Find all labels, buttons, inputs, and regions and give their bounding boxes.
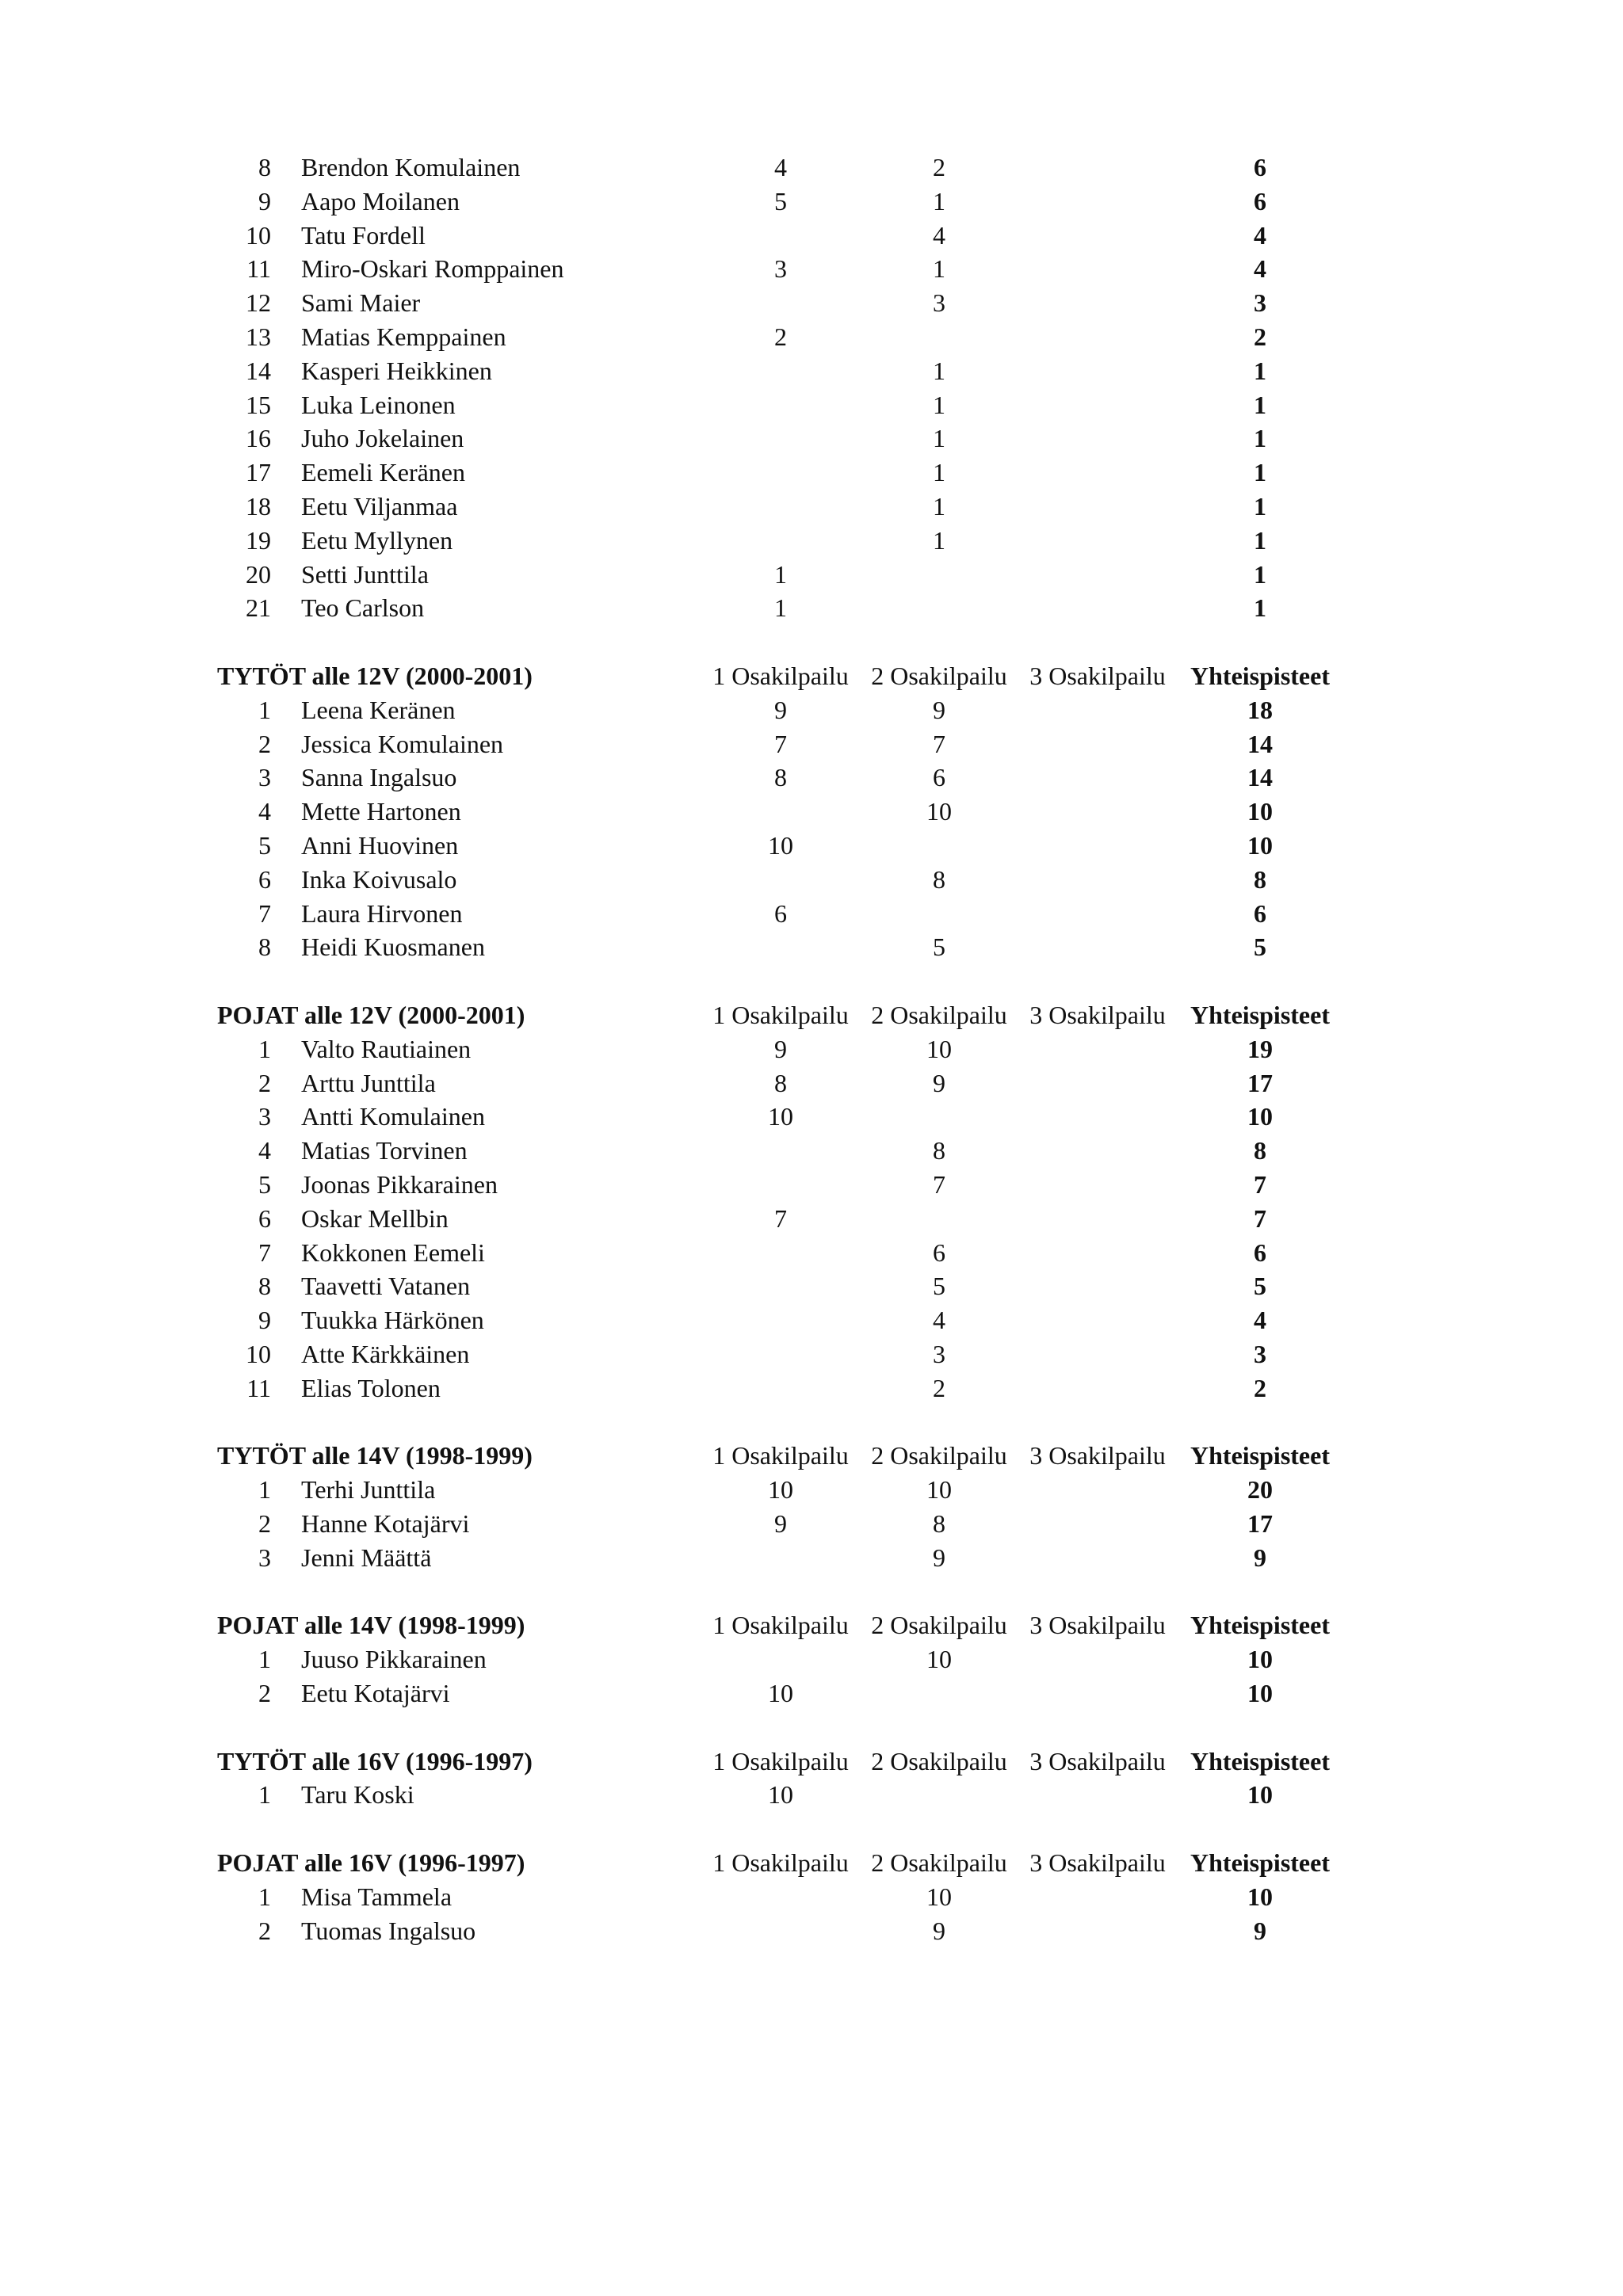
total-points-cell: 6 [1254, 153, 1266, 181]
rank-cell: 14 [246, 356, 271, 385]
points-competition-2-cell: 7 [933, 1170, 945, 1199]
athlete-name-cell: Atte Kärkkäinen [301, 1340, 470, 1368]
rank-cell: 2 [258, 1679, 271, 1707]
total-points-cell: 10 [1247, 1882, 1273, 1911]
rank-cell: 2 [258, 1916, 271, 1945]
total-points-cell: 1 [1254, 593, 1266, 623]
points-competition-1-cell: 10 [768, 1679, 793, 1707]
athlete-name-cell: Tuomas Ingalsuo [301, 1916, 476, 1945]
total-points-cell: 5 [1254, 933, 1266, 962]
result-row [0, 693, 1623, 727]
section-header-row [0, 998, 1623, 1032]
points-competition-2-cell: 6 [933, 763, 945, 792]
rank-cell: 1 [258, 695, 271, 724]
rank-cell: 21 [246, 593, 271, 623]
points-competition-2-cell: 2 [933, 153, 945, 181]
result-row [0, 1473, 1623, 1507]
rank-cell: 1 [258, 1882, 271, 1911]
total-points-cell: 10 [1247, 1780, 1273, 1810]
points-competition-2-cell: 9 [933, 695, 945, 724]
total-points-cell: 2 [1254, 322, 1266, 351]
athlete-name-cell: Kokkonen Eemeli [301, 1238, 485, 1267]
rank-cell: 8 [258, 933, 271, 962]
result-row [0, 1236, 1623, 1270]
total-points-cell: 1 [1254, 525, 1266, 555]
athlete-name-cell: Anni Huovinen [301, 831, 459, 860]
points-competition-2-cell: 5 [933, 1272, 945, 1301]
rank-cell: 3 [258, 1543, 271, 1572]
total-points-cell: 1 [1254, 458, 1266, 487]
column-header-total: Yhteispisteet [1190, 1441, 1330, 1470]
section-title: POJAT alle 14V (1998-1999) [217, 1611, 525, 1640]
athlete-name-cell: Kasperi Heikkinen [301, 356, 492, 385]
column-header-competition-2: 2 Osakilpailu [871, 1611, 1007, 1640]
athlete-name-cell: Aapo Moilanen [301, 186, 460, 215]
rank-cell: 6 [258, 1203, 271, 1233]
athlete-name-cell: Taavetti Vatanen [301, 1272, 471, 1301]
result-row [0, 1642, 1623, 1676]
result-row [0, 1032, 1623, 1066]
result-row [0, 1880, 1623, 1914]
rank-cell: 11 [246, 1373, 271, 1402]
column-header-competition-1: 1 Osakilpailu [712, 662, 849, 690]
total-points-cell: 17 [1247, 1068, 1273, 1097]
total-points-cell: 1 [1254, 390, 1266, 419]
athlete-name-cell: Eetu Kotajärvi [301, 1679, 450, 1707]
total-points-cell: 6 [1254, 1238, 1266, 1267]
points-competition-1-cell: 3 [774, 254, 787, 284]
points-competition-1-cell: 6 [774, 898, 787, 928]
athlete-name-cell: Luka Leinonen [301, 390, 456, 419]
points-competition-1-cell: 10 [768, 1780, 793, 1810]
rank-cell: 9 [258, 186, 271, 215]
result-row [0, 1168, 1623, 1202]
points-competition-2-cell: 9 [933, 1068, 945, 1097]
total-points-cell: 14 [1247, 763, 1273, 792]
athlete-name-cell: Tuukka Härkönen [301, 1306, 484, 1335]
athlete-name-cell: Sanna Ingalsuo [301, 763, 457, 792]
points-competition-1-cell: 4 [774, 153, 787, 181]
athlete-name-cell: Mette Hartonen [301, 797, 461, 826]
result-row [0, 1202, 1623, 1236]
points-competition-1-cell: 9 [774, 695, 787, 724]
result-row [0, 897, 1623, 931]
result-row [0, 1914, 1623, 1948]
total-points-cell: 18 [1247, 695, 1273, 724]
points-competition-1-cell: 1 [774, 559, 787, 589]
result-row [0, 151, 1623, 185]
points-competition-2-cell: 10 [926, 797, 952, 826]
total-points-cell: 1 [1254, 559, 1266, 589]
points-competition-2-cell: 10 [926, 1882, 952, 1911]
athlete-name-cell: Eemeli Keränen [301, 458, 465, 487]
points-competition-2-cell: 1 [933, 424, 945, 453]
total-points-cell: 7 [1254, 1170, 1266, 1199]
athlete-name-cell: Taru Koski [301, 1780, 414, 1810]
points-competition-2-cell: 4 [933, 220, 945, 250]
rank-cell: 1 [258, 1475, 271, 1505]
athlete-name-cell: Eetu Myllynen [301, 525, 453, 555]
result-row [0, 930, 1623, 964]
rank-cell: 2 [258, 1509, 271, 1538]
athlete-name-cell: Heidi Kuosmanen [301, 933, 485, 962]
result-row [0, 558, 1623, 592]
rank-cell: 7 [258, 1238, 271, 1267]
athlete-name-cell: Oskar Mellbin [301, 1203, 449, 1233]
total-points-cell: 6 [1254, 186, 1266, 215]
result-row [0, 1778, 1623, 1812]
result-row [0, 761, 1623, 795]
result-row [0, 490, 1623, 524]
points-competition-1-cell: 10 [768, 1475, 793, 1505]
athlete-name-cell: Antti Komulainen [301, 1102, 485, 1131]
points-competition-2-cell: 3 [933, 288, 945, 318]
total-points-cell: 3 [1254, 288, 1266, 318]
total-points-cell: 10 [1247, 1645, 1273, 1674]
points-competition-1-cell: 8 [774, 1068, 787, 1097]
result-row [0, 1134, 1623, 1168]
rank-cell: 8 [258, 153, 271, 181]
column-header-total: Yhteispisteet [1190, 662, 1330, 690]
athlete-name-cell: Jessica Komulainen [301, 729, 504, 758]
rank-cell: 6 [258, 864, 271, 894]
points-competition-1-cell: 5 [774, 186, 787, 215]
total-points-cell: 4 [1254, 254, 1266, 284]
athlete-name-cell: Eetu Viljanmaa [301, 492, 458, 521]
rank-cell: 16 [246, 424, 271, 453]
rank-cell: 13 [246, 322, 271, 351]
athlete-name-cell: Joonas Pikkarainen [301, 1170, 498, 1199]
section-title: TYTÖT alle 14V (1998-1999) [217, 1441, 533, 1470]
athlete-name-cell: Teo Carlson [301, 593, 425, 623]
rank-cell: 11 [246, 254, 271, 284]
column-header-total: Yhteispisteet [1190, 1746, 1330, 1775]
total-points-cell: 6 [1254, 898, 1266, 928]
result-row [0, 524, 1623, 558]
points-competition-2-cell: 1 [933, 390, 945, 419]
rank-cell: 15 [246, 390, 271, 419]
rank-cell: 5 [258, 831, 271, 860]
result-row [0, 1269, 1623, 1303]
column-header-competition-1: 1 Osakilpailu [712, 1441, 849, 1470]
column-header-competition-3: 3 Osakilpailu [1029, 1848, 1166, 1877]
athlete-name-cell: Terhi Junttila [301, 1475, 436, 1505]
result-row [0, 1541, 1623, 1575]
points-competition-1-cell: 10 [768, 831, 793, 860]
athlete-name-cell: Jenni Määttä [301, 1543, 432, 1572]
rank-cell: 18 [246, 492, 271, 521]
column-header-competition-2: 2 Osakilpailu [871, 1441, 1007, 1470]
athlete-name-cell: Matias Torvinen [301, 1136, 468, 1165]
column-header-total: Yhteispisteet [1190, 1848, 1330, 1877]
rank-cell: 1 [258, 1645, 271, 1674]
rank-cell: 5 [258, 1170, 271, 1199]
result-row [0, 1066, 1623, 1100]
points-competition-2-cell: 10 [926, 1475, 952, 1505]
result-row [0, 252, 1623, 286]
column-header-competition-1: 1 Osakilpailu [712, 1848, 849, 1877]
points-competition-2-cell: 2 [933, 1373, 945, 1402]
column-header-competition-2: 2 Osakilpailu [871, 662, 1007, 690]
points-competition-1-cell: 1 [774, 593, 787, 623]
column-header-competition-1: 1 Osakilpailu [712, 1611, 849, 1640]
total-points-cell: 10 [1247, 1102, 1273, 1131]
result-row [0, 354, 1623, 388]
column-header-competition-1: 1 Osakilpailu [712, 1001, 849, 1029]
result-row [0, 1100, 1623, 1134]
result-row [0, 1676, 1623, 1711]
athlete-name-cell: Setti Junttila [301, 559, 429, 589]
points-competition-2-cell: 9 [933, 1543, 945, 1572]
points-competition-2-cell: 8 [933, 1509, 945, 1538]
total-points-cell: 17 [1247, 1509, 1273, 1538]
column-header-competition-2: 2 Osakilpailu [871, 1746, 1007, 1775]
result-row [0, 1337, 1623, 1371]
column-header-total: Yhteispisteet [1190, 1611, 1330, 1640]
total-points-cell: 5 [1254, 1272, 1266, 1301]
total-points-cell: 2 [1254, 1373, 1266, 1402]
section-title: TYTÖT alle 16V (1996-1997) [217, 1746, 533, 1775]
result-row [0, 219, 1623, 253]
athlete-name-cell: Valto Rautiainen [301, 1034, 472, 1063]
points-competition-2-cell: 1 [933, 254, 945, 284]
total-points-cell: 10 [1247, 831, 1273, 860]
total-points-cell: 4 [1254, 1306, 1266, 1335]
total-points-cell: 14 [1247, 729, 1273, 758]
rank-cell: 20 [246, 559, 271, 589]
points-competition-2-cell: 8 [933, 864, 945, 894]
athlete-name-cell: Elias Tolonen [301, 1373, 441, 1402]
result-row [0, 795, 1623, 829]
athlete-name-cell: Hanne Kotajärvi [301, 1509, 470, 1538]
column-header-competition-3: 3 Osakilpailu [1029, 1001, 1166, 1029]
athlete-name-cell: Juho Jokelainen [301, 424, 464, 453]
athlete-name-cell: Arttu Junttila [301, 1068, 436, 1097]
rank-cell: 7 [258, 898, 271, 928]
result-row [0, 185, 1623, 219]
column-header-competition-2: 2 Osakilpailu [871, 1001, 1007, 1029]
rank-cell: 17 [246, 458, 271, 487]
rank-cell: 3 [258, 763, 271, 792]
total-points-cell: 7 [1254, 1203, 1266, 1233]
athlete-name-cell: Matias Kemppainen [301, 322, 506, 351]
section-header-row [0, 659, 1623, 693]
result-row [0, 1303, 1623, 1337]
points-competition-2-cell: 6 [933, 1238, 945, 1267]
total-points-cell: 9 [1254, 1543, 1266, 1572]
athlete-name-cell: Sami Maier [301, 288, 421, 318]
athlete-name-cell: Misa Tammela [301, 1882, 453, 1911]
points-competition-2-cell: 1 [933, 186, 945, 215]
total-points-cell: 4 [1254, 220, 1266, 250]
points-competition-1-cell: 9 [774, 1034, 787, 1063]
section-header-row [0, 1745, 1623, 1779]
rank-cell: 12 [246, 288, 271, 318]
rank-cell: 2 [258, 729, 271, 758]
section-header-row [0, 1846, 1623, 1880]
section-header-row [0, 1608, 1623, 1642]
column-header-competition-3: 3 Osakilpailu [1029, 1611, 1166, 1640]
rank-cell: 1 [258, 1034, 271, 1063]
points-competition-1-cell: 8 [774, 763, 787, 792]
result-row [0, 320, 1623, 354]
column-header-competition-3: 3 Osakilpailu [1029, 662, 1166, 690]
total-points-cell: 1 [1254, 424, 1266, 453]
total-points-cell: 19 [1247, 1034, 1273, 1063]
column-header-competition-1: 1 Osakilpailu [712, 1746, 849, 1775]
points-competition-2-cell: 9 [933, 1916, 945, 1945]
athlete-name-cell: Juuso Pikkarainen [301, 1645, 487, 1674]
points-competition-1-cell: 7 [774, 1203, 787, 1233]
column-header-total: Yhteispisteet [1190, 1001, 1330, 1029]
points-competition-1-cell: 2 [774, 322, 787, 351]
points-competition-1-cell: 7 [774, 729, 787, 758]
points-competition-2-cell: 1 [933, 525, 945, 555]
total-points-cell: 9 [1254, 1916, 1266, 1945]
points-competition-2-cell: 1 [933, 458, 945, 487]
result-row [0, 591, 1623, 625]
column-header-competition-2: 2 Osakilpailu [871, 1848, 1007, 1877]
result-row [0, 388, 1623, 422]
rank-cell: 10 [246, 220, 271, 250]
result-row [0, 456, 1623, 490]
rank-cell: 4 [258, 797, 271, 826]
section-title: POJAT alle 16V (1996-1997) [217, 1848, 525, 1877]
points-competition-1-cell: 9 [774, 1509, 787, 1538]
total-points-cell: 8 [1254, 1136, 1266, 1165]
result-row [0, 421, 1623, 456]
section-header-row [0, 1439, 1623, 1473]
athlete-name-cell: Miro-Oskari Romppainen [301, 254, 564, 284]
rank-cell: 2 [258, 1068, 271, 1097]
points-competition-2-cell: 1 [933, 492, 945, 521]
section-title: TYTÖT alle 12V (2000-2001) [217, 662, 533, 690]
athlete-name-cell: Tatu Fordell [301, 220, 426, 250]
rank-cell: 4 [258, 1136, 271, 1165]
points-competition-2-cell: 7 [933, 729, 945, 758]
rank-cell: 10 [246, 1340, 271, 1368]
rank-cell: 1 [258, 1780, 271, 1810]
points-competition-2-cell: 10 [926, 1034, 952, 1063]
total-points-cell: 1 [1254, 492, 1266, 521]
total-points-cell: 8 [1254, 864, 1266, 894]
rank-cell: 19 [246, 525, 271, 555]
athlete-name-cell: Laura Hirvonen [301, 898, 463, 928]
athlete-name-cell: Brendon Komulainen [301, 153, 521, 181]
result-row [0, 863, 1623, 897]
result-row [0, 727, 1623, 761]
column-header-competition-3: 3 Osakilpailu [1029, 1441, 1166, 1470]
total-points-cell: 20 [1247, 1475, 1273, 1505]
athlete-name-cell: Inka Koivusalo [301, 864, 457, 894]
column-header-competition-3: 3 Osakilpailu [1029, 1746, 1166, 1775]
result-row [0, 1371, 1623, 1405]
points-competition-1-cell: 10 [768, 1102, 793, 1131]
total-points-cell: 10 [1247, 1679, 1273, 1707]
points-competition-2-cell: 8 [933, 1136, 945, 1165]
total-points-cell: 3 [1254, 1340, 1266, 1368]
result-row [0, 1507, 1623, 1541]
athlete-name-cell: Leena Keränen [301, 695, 456, 724]
points-competition-2-cell: 1 [933, 356, 945, 385]
points-competition-2-cell: 10 [926, 1645, 952, 1674]
result-row [0, 286, 1623, 320]
total-points-cell: 1 [1254, 356, 1266, 385]
rank-cell: 3 [258, 1102, 271, 1131]
section-title: POJAT alle 12V (2000-2001) [217, 1001, 525, 1029]
total-points-cell: 10 [1247, 797, 1273, 826]
rank-cell: 9 [258, 1306, 271, 1335]
rank-cell: 8 [258, 1272, 271, 1301]
points-competition-2-cell: 3 [933, 1340, 945, 1368]
points-competition-2-cell: 4 [933, 1306, 945, 1335]
result-row [0, 829, 1623, 863]
points-competition-2-cell: 5 [933, 933, 945, 962]
